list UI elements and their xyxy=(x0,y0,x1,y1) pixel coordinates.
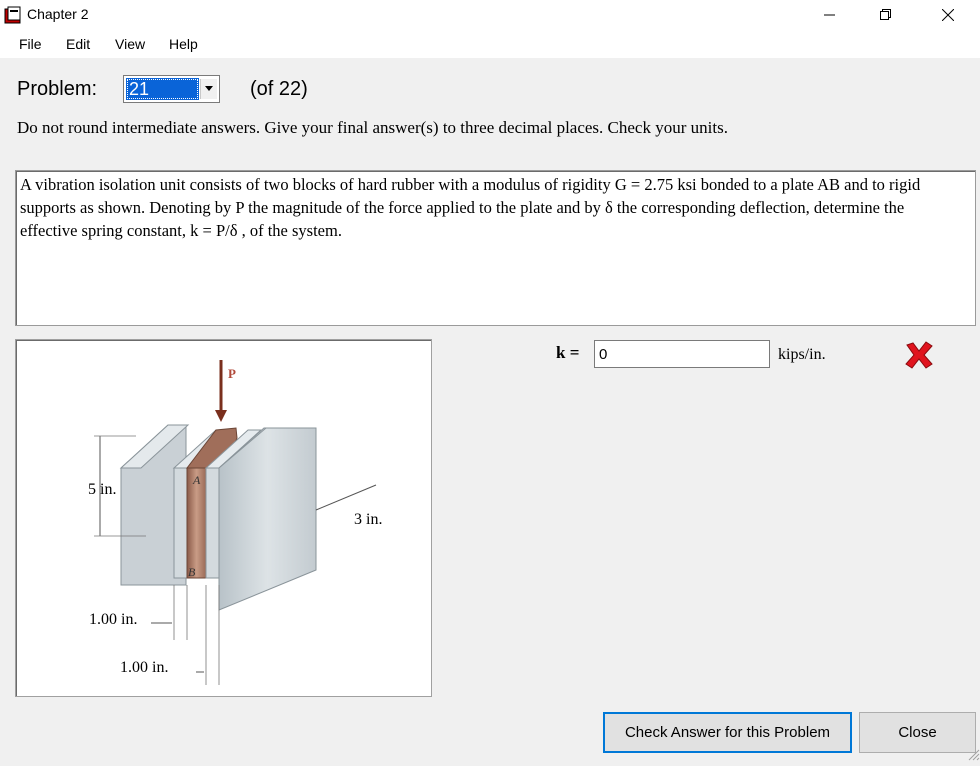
problem-label: Problem: xyxy=(17,78,98,100)
problem-select-value: 21 xyxy=(126,78,199,100)
force-label: P xyxy=(228,366,236,381)
point-b-label: B xyxy=(188,565,196,579)
restore-icon xyxy=(880,9,892,21)
rubber-blocks-diagram xyxy=(16,340,431,696)
problem-count: (of 22) xyxy=(250,78,308,100)
menu-view[interactable]: View xyxy=(115,36,146,52)
menu-bar xyxy=(0,30,980,58)
problem-statement-box[interactable] xyxy=(15,170,976,326)
menu-help[interactable]: Help xyxy=(169,36,198,52)
minimize-button[interactable] xyxy=(807,0,853,30)
chevron-down-icon[interactable] xyxy=(200,79,217,99)
title-bar xyxy=(0,0,980,30)
window-title: Chapter 2 xyxy=(27,6,89,22)
close-button[interactable]: Close xyxy=(859,712,976,753)
close-window-button[interactable] xyxy=(925,0,971,30)
instruction-text: Do not round intermediate answers. Give your final answer(s) to three decimal places. Check your units. xyxy=(17,118,728,137)
point-a-label: A xyxy=(193,473,201,487)
minimize-icon xyxy=(824,9,836,21)
close-icon xyxy=(942,9,954,21)
height-dimension-label: 5 in. xyxy=(88,481,117,498)
menu-edit[interactable]: Edit xyxy=(66,36,91,52)
menu-file[interactable]: File xyxy=(19,36,42,52)
answer-unit: kips/in. xyxy=(778,346,826,363)
app-icon xyxy=(4,6,22,24)
answer-label: k = xyxy=(556,343,580,362)
restore-button[interactable] xyxy=(863,0,909,30)
width2-dimension-label: 1.00 in. xyxy=(120,659,169,676)
width1-dimension-label: 1.00 in. xyxy=(89,611,138,628)
problem-statement: A vibration isolation unit consists of two blocks of hard rubber with a modulus of rigidity G = 2.75 ksi bonded to a plate AB and to rigid supports as shown. Denoting by P the magnitude of the force applied to the plate and by δ the corresponding deflection, determine the effective spring constant, k = P/δ , of the system. xyxy=(20,175,921,240)
problem-figure xyxy=(15,339,432,697)
problem-select[interactable] xyxy=(123,75,220,103)
depth-dimension-label: 3 in. xyxy=(354,511,383,528)
incorrect-x-icon xyxy=(903,340,935,370)
resize-grip-icon[interactable] xyxy=(966,747,980,761)
check-answer-button[interactable]: Check Answer for this Problem xyxy=(603,712,852,753)
answer-input[interactable] xyxy=(594,340,770,368)
